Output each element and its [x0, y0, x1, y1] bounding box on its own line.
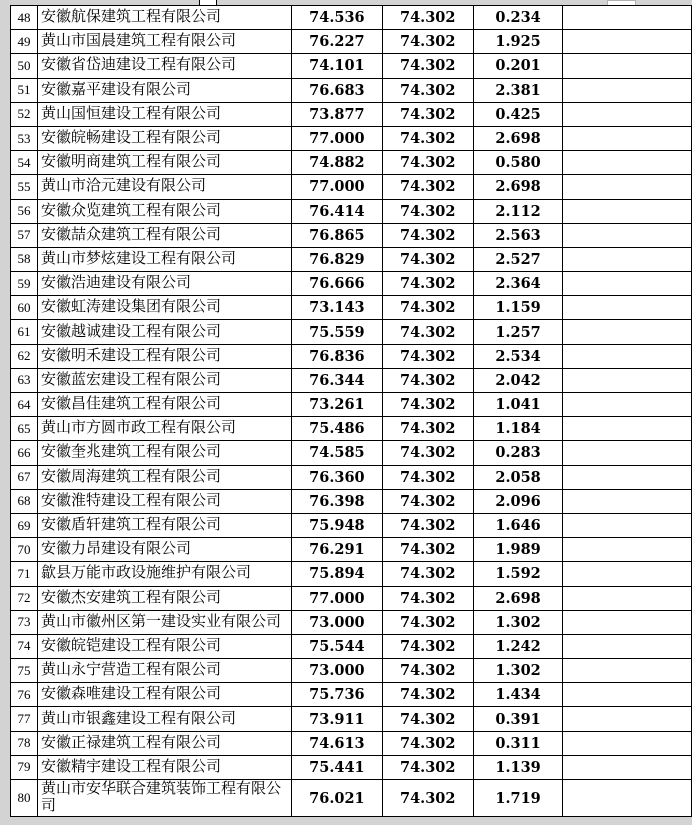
cell-company[interactable]: 安徽皖畅建设工程有限公司 [37, 126, 291, 150]
cell-no[interactable]: 78 [11, 731, 38, 755]
cell-company[interactable]: 黄山市银鑫建设工程有限公司 [37, 707, 291, 731]
cell-diff[interactable]: 1.989 [473, 538, 563, 562]
cell-diff[interactable]: 2.058 [473, 465, 563, 489]
cell-diff[interactable]: 2.698 [473, 586, 563, 610]
cell-company[interactable]: 安徽明禾建设工程有限公司 [37, 344, 291, 368]
cell-base[interactable]: 74.302 [382, 102, 473, 126]
cell-company[interactable]: 安徽精宇建设工程有限公司 [37, 755, 291, 779]
cell-remark[interactable] [563, 417, 692, 441]
cell-no[interactable]: 74 [11, 634, 38, 658]
table-row [11, 6, 692, 30]
cell-remark[interactable] [563, 6, 692, 30]
table-row [11, 393, 692, 417]
table-row [11, 489, 692, 513]
cell-remark[interactable] [563, 54, 692, 78]
cell-score[interactable]: 76.829 [291, 247, 382, 271]
cell-remark[interactable] [563, 513, 692, 537]
cell-base[interactable]: 74.302 [382, 707, 473, 731]
cell-diff[interactable]: 2.698 [473, 175, 563, 199]
cell-score[interactable]: 76.865 [291, 223, 382, 247]
table-row [11, 78, 692, 102]
cell-base[interactable]: 74.302 [382, 659, 473, 683]
cell-diff[interactable]: 1.434 [473, 683, 563, 707]
table-row [11, 513, 692, 537]
cell-no[interactable]: 80 [11, 780, 38, 817]
cell-company[interactable]: 黄山市方圆市政工程有限公司 [37, 417, 291, 441]
cell-score[interactable]: 75.441 [291, 755, 382, 779]
cell-base[interactable]: 74.302 [382, 272, 473, 296]
cell-base[interactable]: 74.302 [382, 296, 473, 320]
cell-base[interactable]: 74.302 [382, 368, 473, 392]
cell-base[interactable]: 74.302 [382, 151, 473, 175]
table-row [11, 441, 692, 465]
table-row [11, 175, 692, 199]
cell-diff[interactable]: 2.563 [473, 223, 563, 247]
cell-score[interactable]: 75.544 [291, 634, 382, 658]
cell-no[interactable]: 66 [11, 441, 38, 465]
cell-remark[interactable] [563, 151, 692, 175]
cell-base[interactable]: 74.302 [382, 441, 473, 465]
cell-no[interactable]: 69 [11, 513, 38, 537]
cell-score[interactable]: 77.000 [291, 126, 382, 150]
cell-diff[interactable]: 2.096 [473, 489, 563, 513]
cell-base[interactable]: 74.302 [382, 417, 473, 441]
cell-score[interactable]: 73.877 [291, 102, 382, 126]
cell-diff[interactable]: 1.041 [473, 393, 563, 417]
cell-no[interactable]: 49 [11, 30, 38, 54]
cell-company[interactable]: 安徽浩迪建设有限公司 [37, 272, 291, 296]
cell-no[interactable]: 70 [11, 538, 38, 562]
cell-remark[interactable] [563, 223, 692, 247]
cell-no[interactable]: 71 [11, 562, 38, 586]
cell-remark[interactable] [563, 538, 692, 562]
cell-remark[interactable] [563, 755, 692, 779]
cell-base[interactable]: 74.302 [382, 247, 473, 271]
cell-company[interactable]: 黄山永宁营造工程有限公司 [37, 659, 291, 683]
cell-diff[interactable]: 2.042 [473, 368, 563, 392]
cell-score[interactable]: 73.000 [291, 610, 382, 634]
cell-base[interactable]: 74.302 [382, 513, 473, 537]
cell-no[interactable]: 59 [11, 272, 38, 296]
cell-base[interactable]: 74.302 [382, 6, 473, 30]
cell-diff[interactable]: 0.201 [473, 54, 563, 78]
cell-no[interactable]: 58 [11, 247, 38, 271]
table-row [11, 223, 692, 247]
table-row [11, 102, 692, 126]
cell-base[interactable]: 74.302 [382, 78, 473, 102]
cell-no[interactable]: 51 [11, 78, 38, 102]
table-row [11, 731, 692, 755]
cell-diff[interactable]: 2.112 [473, 199, 563, 223]
cell-no[interactable]: 77 [11, 707, 38, 731]
table-row [11, 54, 692, 78]
cell-score[interactable]: 76.360 [291, 465, 382, 489]
cell-company[interactable]: 安徽淮特建设工程有限公司 [37, 489, 291, 513]
cell-score[interactable]: 74.882 [291, 151, 382, 175]
cell-base[interactable]: 74.302 [382, 465, 473, 489]
table-row [11, 344, 692, 368]
cell-remark[interactable] [563, 586, 692, 610]
cell-remark[interactable] [563, 441, 692, 465]
cell-score[interactable]: 73.000 [291, 659, 382, 683]
cell-diff[interactable]: 2.527 [473, 247, 563, 271]
cell-score[interactable]: 75.486 [291, 417, 382, 441]
cell-remark[interactable] [563, 731, 692, 755]
cell-remark[interactable] [563, 683, 692, 707]
table-row [11, 296, 692, 320]
cell-diff[interactable]: 2.534 [473, 344, 563, 368]
cell-base[interactable]: 74.302 [382, 175, 473, 199]
cell-remark[interactable] [563, 780, 692, 817]
table-row [11, 320, 692, 344]
table-row [11, 586, 692, 610]
cell-company[interactable]: 安徽越诚建设工程有限公司 [37, 320, 291, 344]
cell-no[interactable]: 55 [11, 175, 38, 199]
cell-remark[interactable] [563, 659, 692, 683]
cell-remark[interactable] [563, 296, 692, 320]
cell-no[interactable]: 62 [11, 344, 38, 368]
cell-score[interactable]: 73.261 [291, 393, 382, 417]
cell-company[interactable]: 安徽昌佳建筑工程有限公司 [37, 393, 291, 417]
cell-base[interactable]: 74.302 [382, 393, 473, 417]
cell-remark[interactable] [563, 102, 692, 126]
cell-diff[interactable]: 0.311 [473, 731, 563, 755]
table-row [11, 707, 692, 731]
cell-company[interactable]: 安徽奎兆建筑工程有限公司 [37, 441, 291, 465]
cell-no[interactable]: 56 [11, 199, 38, 223]
table-row [11, 126, 692, 150]
cell-company[interactable]: 黄山市梦炫建设工程有限公司 [37, 247, 291, 271]
cell-company[interactable]: 安徽杰安建筑工程有限公司 [37, 586, 291, 610]
cell-score[interactable]: 74.613 [291, 731, 382, 755]
table-row [11, 610, 692, 634]
cell-company[interactable]: 安徽力昂建设有限公司 [37, 538, 291, 562]
table-row [11, 538, 692, 562]
cell-no[interactable]: 60 [11, 296, 38, 320]
cell-base[interactable]: 74.302 [382, 30, 473, 54]
table-row [11, 465, 692, 489]
cell-company[interactable]: 安徽众览建筑工程有限公司 [37, 199, 291, 223]
cell-diff[interactable]: 1.925 [473, 30, 563, 54]
cell-remark[interactable] [563, 610, 692, 634]
cell-remark[interactable] [563, 489, 692, 513]
cell-company[interactable]: 黄山市洽元建设有限公司 [37, 175, 291, 199]
cell-score[interactable]: 76.683 [291, 78, 382, 102]
cell-score[interactable]: 76.398 [291, 489, 382, 513]
cell-company[interactable]: 黄山市徽州区第一建设实业有限公司 [37, 610, 291, 634]
cell-score[interactable]: 77.000 [291, 586, 382, 610]
cell-remark[interactable] [563, 78, 692, 102]
bid-score-table [10, 5, 692, 817]
cell-diff[interactable]: 1.719 [473, 780, 563, 817]
cell-score[interactable]: 73.911 [291, 707, 382, 731]
cell-no[interactable]: 63 [11, 368, 38, 392]
cell-diff[interactable]: 2.698 [473, 126, 563, 150]
cell-company[interactable]: 黄山市安华联合建筑装饰工程有限公司 [37, 780, 291, 817]
cell-company[interactable]: 安徽正禄建筑工程有限公司 [37, 731, 291, 755]
cell-remark[interactable] [563, 707, 692, 731]
cell-score[interactable]: 76.344 [291, 368, 382, 392]
table-row [11, 30, 692, 54]
cell-base[interactable]: 74.302 [382, 780, 473, 817]
cell-diff[interactable]: 0.283 [473, 441, 563, 465]
cell-no[interactable]: 76 [11, 683, 38, 707]
cell-score[interactable]: 75.894 [291, 562, 382, 586]
cell-diff[interactable]: 0.234 [473, 6, 563, 30]
cell-score[interactable]: 74.536 [291, 6, 382, 30]
cell-no[interactable]: 64 [11, 393, 38, 417]
table-row [11, 272, 692, 296]
cell-company[interactable]: 安徽航保建筑工程有限公司 [37, 6, 291, 30]
cell-base[interactable]: 74.302 [382, 755, 473, 779]
cell-base[interactable]: 74.302 [382, 610, 473, 634]
cell-company[interactable]: 安徽盾轩建筑工程有限公司 [37, 513, 291, 537]
table-row [11, 659, 692, 683]
cell-remark[interactable] [563, 562, 692, 586]
cell-base[interactable]: 74.302 [382, 562, 473, 586]
cell-remark[interactable] [563, 272, 692, 296]
cell-diff[interactable]: 1.184 [473, 417, 563, 441]
cell-diff[interactable]: 0.391 [473, 707, 563, 731]
table-row [11, 683, 692, 707]
cell-score[interactable]: 74.585 [291, 441, 382, 465]
cell-no[interactable]: 67 [11, 465, 38, 489]
cell-remark[interactable] [563, 634, 692, 658]
cell-score[interactable]: 76.836 [291, 344, 382, 368]
cell-score[interactable]: 75.559 [291, 320, 382, 344]
cell-remark[interactable] [563, 175, 692, 199]
cell-base[interactable]: 74.302 [382, 586, 473, 610]
cell-no[interactable]: 57 [11, 223, 38, 247]
cell-base[interactable]: 74.302 [382, 344, 473, 368]
cell-company[interactable]: 安徽喆众建筑工程有限公司 [37, 223, 291, 247]
cell-company[interactable]: 安徽皖铠建设工程有限公司 [37, 634, 291, 658]
table-body [11, 6, 692, 817]
cell-remark[interactable] [563, 393, 692, 417]
cell-score[interactable]: 73.143 [291, 296, 382, 320]
table-row [11, 368, 692, 392]
cell-score[interactable]: 76.227 [291, 30, 382, 54]
cell-company[interactable]: 安徽森唯建设工程有限公司 [37, 683, 291, 707]
cell-remark[interactable] [563, 199, 692, 223]
cell-company[interactable]: 黄山国恒建设工程有限公司 [37, 102, 291, 126]
table-row [11, 755, 692, 779]
cell-company[interactable]: 安徽明商建筑工程有限公司 [37, 151, 291, 175]
table-row [11, 151, 692, 175]
cell-score[interactable]: 77.000 [291, 175, 382, 199]
cell-diff[interactable]: 1.242 [473, 634, 563, 658]
cell-no[interactable]: 50 [11, 54, 38, 78]
cell-score[interactable]: 75.736 [291, 683, 382, 707]
cell-diff[interactable]: 1.139 [473, 755, 563, 779]
cell-company[interactable]: 安徽蓝宏建设工程有限公司 [37, 368, 291, 392]
cell-no[interactable]: 61 [11, 320, 38, 344]
cell-remark[interactable] [563, 368, 692, 392]
table-row [11, 247, 692, 271]
cell-remark[interactable] [563, 247, 692, 271]
cell-base[interactable]: 74.302 [382, 199, 473, 223]
cell-remark[interactable] [563, 320, 692, 344]
cell-base[interactable]: 74.302 [382, 634, 473, 658]
cell-company[interactable]: 黄山市国晨建筑工程有限公司 [37, 30, 291, 54]
cell-diff[interactable]: 2.381 [473, 78, 563, 102]
cell-no[interactable]: 73 [11, 610, 38, 634]
cell-score[interactable]: 75.948 [291, 513, 382, 537]
cell-no[interactable]: 72 [11, 586, 38, 610]
cell-no[interactable]: 52 [11, 102, 38, 126]
cell-diff[interactable]: 2.364 [473, 272, 563, 296]
cell-score[interactable]: 76.021 [291, 780, 382, 817]
cell-score[interactable]: 74.101 [291, 54, 382, 78]
cell-score[interactable]: 76.291 [291, 538, 382, 562]
cell-score[interactable]: 76.666 [291, 272, 382, 296]
cell-no[interactable]: 75 [11, 659, 38, 683]
cell-remark[interactable] [563, 344, 692, 368]
cell-no[interactable]: 53 [11, 126, 38, 150]
cell-diff[interactable]: 1.646 [473, 513, 563, 537]
cell-diff[interactable]: 1.159 [473, 296, 563, 320]
cell-no[interactable]: 79 [11, 755, 38, 779]
cell-diff[interactable]: 1.257 [473, 320, 563, 344]
cell-base[interactable]: 74.302 [382, 223, 473, 247]
cell-base[interactable]: 74.302 [382, 538, 473, 562]
cell-base[interactable]: 74.302 [382, 731, 473, 755]
table-row [11, 780, 692, 817]
cell-base[interactable]: 74.302 [382, 489, 473, 513]
cell-remark[interactable] [563, 30, 692, 54]
cell-diff[interactable]: 1.302 [473, 610, 563, 634]
cell-base[interactable]: 74.302 [382, 683, 473, 707]
cell-base[interactable]: 74.302 [382, 126, 473, 150]
cell-base[interactable]: 74.302 [382, 54, 473, 78]
cell-company[interactable]: 安徽虹涛建设集团有限公司 [37, 296, 291, 320]
table-row [11, 199, 692, 223]
cell-diff[interactable]: 1.302 [473, 659, 563, 683]
cell-diff[interactable]: 0.580 [473, 151, 563, 175]
cell-diff[interactable]: 1.592 [473, 562, 563, 586]
cell-no[interactable]: 65 [11, 417, 38, 441]
cell-no[interactable]: 54 [11, 151, 38, 175]
cell-diff[interactable]: 0.425 [473, 102, 563, 126]
cell-company[interactable]: 安徽嘉平建设有限公司 [37, 78, 291, 102]
cell-no[interactable]: 68 [11, 489, 38, 513]
table-row [11, 417, 692, 441]
table-row [11, 562, 692, 586]
table-row [11, 634, 692, 658]
cell-score[interactable]: 76.414 [291, 199, 382, 223]
cell-company[interactable]: 安徽周海建筑工程有限公司 [37, 465, 291, 489]
cell-company[interactable]: 安徽省岱迪建设工程有限公司 [37, 54, 291, 78]
cell-remark[interactable] [563, 126, 692, 150]
cell-no[interactable]: 48 [11, 6, 38, 30]
cell-base[interactable]: 74.302 [382, 320, 473, 344]
cell-remark[interactable] [563, 465, 692, 489]
cell-company[interactable]: 歙县万能市政设施维护有限公司 [37, 562, 291, 586]
